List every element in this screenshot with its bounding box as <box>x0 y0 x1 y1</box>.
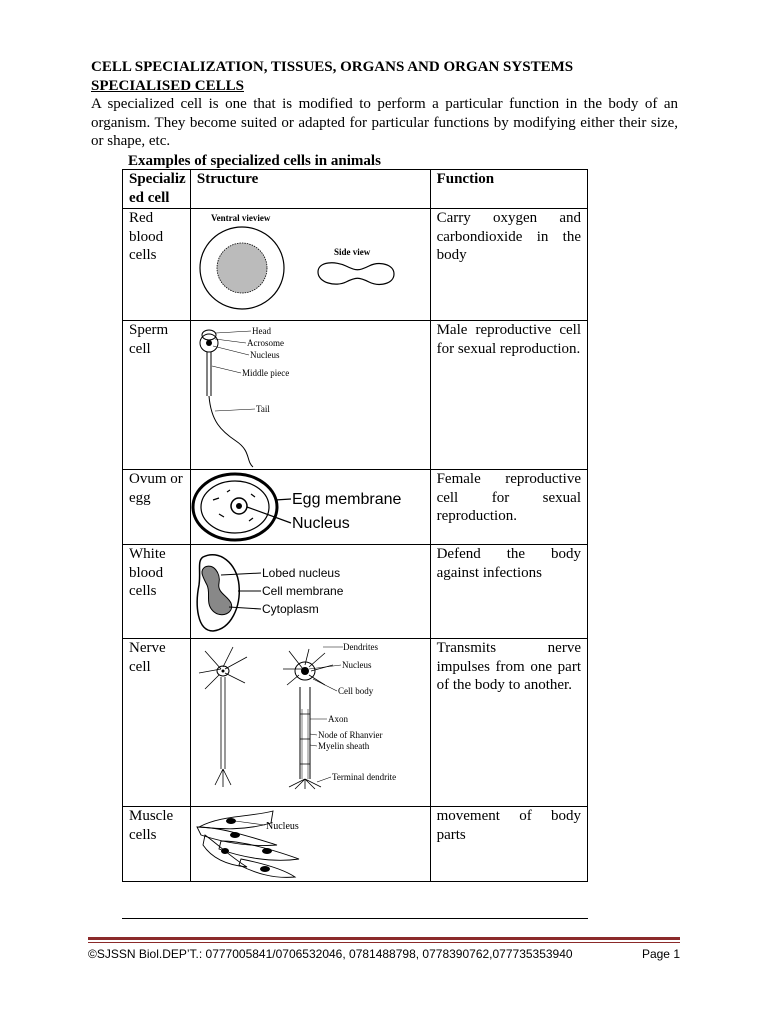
page-number: Page 1 <box>641 947 680 961</box>
structure-diagram <box>190 209 430 321</box>
section-heading: SPECIALISED CELLS <box>91 78 244 94</box>
cell-function: Transmits nerve impulses from one part of the body to another. <box>430 639 587 807</box>
label-terminal-dendrite: Terminal dendrite <box>331 772 396 782</box>
cell-function: Defend the body against infections <box>430 545 587 639</box>
page-footer <box>88 946 680 962</box>
label-tail: Tail <box>255 404 270 414</box>
table-row <box>123 209 588 321</box>
muscle-cell-diagram <box>191 807 424 881</box>
table-caption: Examples of specialized cells in animals <box>128 153 381 169</box>
structure-diagram <box>190 807 430 882</box>
table-row <box>123 321 588 470</box>
label-ventral-view: Ventral vieview <box>210 213 271 223</box>
nerve-cell-diagram <box>191 639 424 806</box>
footer-rule-thin <box>88 942 680 943</box>
red-blood-cell-diagram <box>191 209 424 320</box>
label-axon: Axon <box>327 714 348 724</box>
label-middle-piece: Middle piece <box>241 368 290 378</box>
table-row <box>123 470 588 545</box>
label-egg-membrane: Egg membrane <box>291 491 402 508</box>
cell-name: Red blood cells <box>123 209 191 321</box>
cell-name: Sperm cell <box>123 321 191 470</box>
label-cell-membrane: Cell membrane <box>261 584 344 598</box>
label-head: Head <box>251 326 271 336</box>
label-cytoplasm: Cytoplasm <box>261 602 319 616</box>
label-nucleus: Nucleus <box>341 660 372 670</box>
label-node-of-ranvier: Node of Rhanvier <box>317 730 383 740</box>
divider <box>122 918 588 919</box>
header-function: Function <box>430 170 587 209</box>
label-myelin-sheath: Myelin sheath <box>317 741 370 751</box>
label-nucleus: Nucleus <box>265 821 299 832</box>
sperm-cell-diagram <box>191 321 424 469</box>
label-nucleus: Nucleus <box>249 350 280 360</box>
table-row <box>123 545 588 639</box>
footer-contact: ©SJSSN Biol.DEP’T.: 0777005841/0706532046, 0781488798, 0778390762,077735353940 <box>88 947 573 961</box>
cell-function: movement of body parts <box>430 807 587 882</box>
footer-rule <box>88 937 680 940</box>
cell-name: Muscle cells <box>123 807 191 882</box>
label-lobed-nucleus: Lobed nucleus <box>261 566 340 580</box>
cell-function: Female reproductive cell for sexual reproduction. <box>430 470 587 545</box>
table-header-row <box>123 170 588 209</box>
label-cell-body: Cell body <box>337 686 374 696</box>
structure-diagram <box>190 545 430 639</box>
cell-function: Male reproductive cell for sexual reproduction. <box>430 321 587 470</box>
table-row <box>123 807 588 882</box>
cell-name: Nerve cell <box>123 639 191 807</box>
structure-diagram <box>190 639 430 807</box>
ovum-diagram <box>191 470 424 544</box>
table-row <box>123 639 588 807</box>
header-structure: Structure <box>190 170 430 209</box>
cell-function: Carry oxygen and carbondioxide in the body <box>430 209 587 321</box>
header-cell: Specializ ed cell <box>123 170 191 209</box>
cell-name: White blood cells <box>123 545 191 639</box>
structure-diagram <box>190 470 430 545</box>
specialized-cells-table <box>122 169 588 882</box>
intro-paragraph: A specialized cell is one that is modified to perform a particular function in the body of an organism. They become suited or adapted for particular functions by modifying either their size, or shape, etc. <box>91 96 678 149</box>
label-side-view: Side view <box>333 247 371 257</box>
label-nucleus: Nucleus <box>291 515 350 532</box>
page-title: CELL SPECIALIZATION, TISSUES, ORGANS AND ORGAN SYSTEMS <box>91 59 574 75</box>
label-acrosome: Acrosome <box>246 338 284 348</box>
cell-name: Ovum or egg <box>123 470 191 545</box>
white-blood-cell-diagram <box>191 545 424 638</box>
structure-diagram <box>190 321 430 470</box>
label-dendrites: Dendrites <box>342 642 378 652</box>
